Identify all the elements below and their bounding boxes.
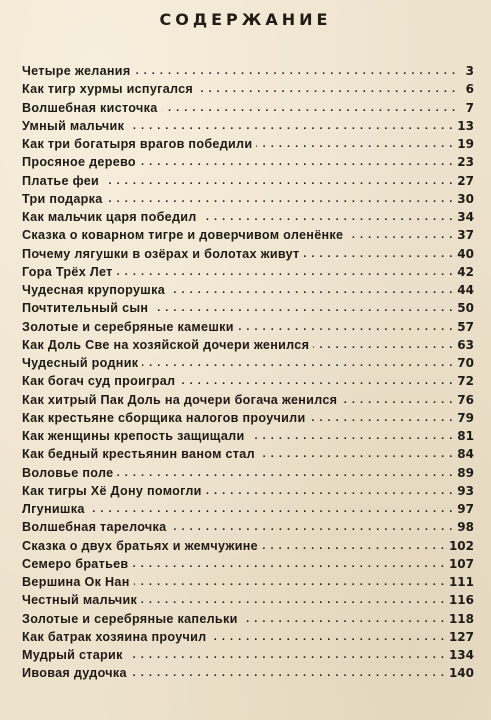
dot-leader: [132, 558, 444, 568]
toc-entry: [22, 666, 474, 684]
dot-leader: [262, 540, 445, 550]
toc-entry-page-number: 72: [457, 374, 474, 389]
toc-entry-title: Сказка о коварном тигре и доверчивом оленёнке: [22, 228, 344, 243]
toc-entry-page-number: 134: [448, 648, 474, 662]
dot-leader: [117, 266, 454, 276]
toc-entry-page-number: 37: [457, 228, 474, 243]
toc-entry: [22, 210, 474, 228]
toc-entry-title: Золотые и серебряные камешки: [22, 319, 234, 334]
toc-entry-page-number: 89: [457, 465, 474, 480]
toc-entry: [22, 228, 474, 246]
toc-entry-title: Почему лягушки в озёрах и болотах живут: [22, 246, 300, 261]
toc-entry: [22, 119, 474, 137]
toc-entry-title: Волшебная тарелочка: [22, 520, 167, 535]
dot-leader: [142, 357, 453, 367]
toc-entry-title: Четыре желания: [22, 64, 131, 78]
toc-entry: [22, 374, 474, 392]
dot-leader: [89, 503, 454, 513]
dot-leader: [103, 175, 453, 185]
dot-leader: [162, 102, 457, 112]
toc-entry: [22, 356, 474, 374]
toc-entry-title: Вершина Ок Нан: [22, 575, 130, 589]
toc-entry: [22, 393, 474, 411]
toc-entry: [22, 320, 474, 338]
toc-entry-title: Как женщины крепость защищали: [22, 429, 245, 443]
toc-entry-page-number: 107: [448, 556, 474, 571]
toc-entry-page-number: 3: [465, 64, 474, 78]
toc-entry: [22, 502, 474, 520]
toc-entry-title: Как богач суд проиграл: [22, 374, 176, 389]
toc-entry: [22, 466, 474, 484]
dot-leader: [131, 667, 445, 677]
toc-entry: [22, 575, 474, 593]
toc-entry-page-number: 93: [457, 483, 474, 498]
toc-entry-page-number: 23: [457, 155, 474, 170]
toc-entry: [22, 283, 474, 301]
toc-entry: [22, 539, 474, 557]
dot-leader: [347, 229, 453, 239]
toc-entry-page-number: 42: [457, 264, 474, 279]
toc-entry-title: Как Доль Све на хозяйской дочери женился: [22, 337, 310, 352]
toc-entry-title: Гора Трёх Лет: [22, 264, 113, 279]
toc-entry-page-number: 118: [448, 611, 474, 626]
dot-leader: [259, 448, 453, 458]
toc-entry-title: Три подарка: [22, 191, 103, 206]
toc-entry-page-number: 70: [457, 356, 474, 370]
dot-leader: [179, 375, 453, 385]
toc-entry-title: Воловье поле: [22, 465, 114, 480]
toc-entry-title: Просяное дерево: [22, 155, 136, 170]
dot-leader: [169, 284, 453, 294]
toc-entry-page-number: 19: [457, 137, 474, 151]
toc-entry: [22, 429, 474, 447]
toc-entry-page-number: 27: [457, 173, 474, 188]
toc-entry-page-number: 30: [457, 191, 474, 206]
toc-entry-title: Семеро братьев: [22, 556, 129, 571]
dot-leader: [117, 467, 453, 477]
toc-entry: [22, 137, 474, 155]
toc-entry: [22, 338, 474, 356]
toc-entry-page-number: 127: [448, 629, 474, 644]
dot-leader: [141, 594, 445, 604]
toc-entry-title: Честный мальчик: [22, 593, 138, 608]
toc-entry: [22, 101, 474, 119]
dot-leader: [256, 138, 453, 148]
toc-entry: [22, 301, 474, 319]
toc-entry-title: Как хитрый Пак Доль на дочери богача женился: [22, 392, 338, 407]
toc-entry-title: Как тигры Хё Дону помогли: [22, 483, 202, 498]
toc-entry-page-number: 57: [457, 319, 474, 334]
toc-entry: [22, 612, 474, 630]
toc-entry-title: Платье феи: [22, 173, 100, 188]
dot-leader: [249, 430, 454, 440]
toc-entry-title: Волшебная кисточка: [22, 100, 158, 115]
toc-entry: [22, 648, 474, 666]
toc-entry-page-number: 40: [457, 246, 474, 261]
toc-entry-title: Умный мальчик: [22, 118, 125, 133]
toc-entry-title: Лгунишка: [22, 502, 85, 516]
table-of-contents: [22, 64, 474, 685]
dot-leader: [242, 613, 445, 623]
toc-entry-title: Как тигр хурмы испугался: [22, 82, 194, 97]
toc-entry: [22, 82, 474, 100]
toc-entry: [22, 155, 474, 173]
toc-entry-title: Как крестьяне сборщика налогов проучили: [22, 410, 306, 425]
toc-entry-page-number: 13: [457, 118, 474, 133]
toc-entry-page-number: 76: [457, 392, 474, 407]
toc-entry-title: Ивовая дудочка: [22, 666, 127, 681]
toc-entry-page-number: 84: [457, 447, 474, 462]
toc-entry-title: Золотые и серебряные капельки: [22, 611, 238, 626]
dot-leader: [341, 394, 453, 404]
toc-entry: [22, 520, 474, 538]
dot-leader: [170, 521, 453, 531]
dot-leader: [238, 321, 454, 331]
toc-entry-page-number: 63: [457, 337, 474, 352]
toc-entry-title: Как бедный крестьянин ваном стал: [22, 447, 255, 462]
toc-entry-page-number: 140: [448, 666, 474, 681]
toc-entry: [22, 411, 474, 429]
toc-entry-title: Почтительный сын: [22, 301, 149, 316]
dot-leader: [127, 649, 445, 659]
toc-entry: [22, 593, 474, 611]
toc-entry-page-number: 111: [448, 575, 474, 589]
toc-entry: [22, 192, 474, 210]
toc-entry-title: Как три богатыря врагов победили: [22, 137, 253, 151]
toc-entry-title: Сказка о двух братьях и жемчужине: [22, 538, 258, 553]
toc-entry-page-number: 97: [457, 502, 474, 516]
toc-entry-title: Как батрак хозяина проучил: [22, 629, 207, 644]
toc-entry-page-number: 98: [457, 520, 474, 535]
toc-entry-page-number: 81: [457, 429, 474, 443]
toc-entry-page-number: 34: [457, 210, 474, 224]
dot-leader: [210, 631, 444, 641]
dot-leader: [152, 302, 453, 312]
toc-entry-page-number: 79: [457, 410, 474, 425]
page-title: СОДЕРЖАНИЕ: [159, 10, 332, 29]
toc-entry-title: Как мальчик царя победил: [22, 210, 197, 224]
dot-leader: [128, 120, 453, 130]
dot-leader: [107, 193, 454, 203]
dot-leader: [201, 211, 454, 221]
toc-entry: [22, 265, 474, 283]
toc-entry-page-number: 50: [457, 301, 474, 316]
dot-leader: [304, 248, 454, 258]
dot-leader: [310, 412, 454, 422]
dot-leader: [313, 339, 453, 349]
toc-entry-title: Чудесный родник: [22, 356, 139, 370]
toc-entry: [22, 557, 474, 575]
toc-entry: [22, 247, 474, 265]
dot-leader: [140, 156, 453, 166]
toc-entry-page-number: 44: [457, 283, 474, 297]
dot-leader: [134, 65, 456, 75]
toc-entry-page-number: 102: [448, 538, 474, 553]
toc-entry: [22, 174, 474, 192]
toc-entry: [22, 447, 474, 465]
dot-leader: [134, 576, 445, 586]
dot-leader: [206, 485, 454, 495]
toc-entry-page-number: 7: [465, 100, 474, 115]
toc-entry-title: Мудрый старик: [22, 648, 123, 662]
toc-entry-page-number: 6: [465, 82, 474, 97]
toc-entry: [22, 484, 474, 502]
toc-entry: [22, 630, 474, 648]
toc-entry-title: Чудесная крупорушка: [22, 283, 166, 297]
toc-entry: [22, 64, 474, 82]
dot-leader: [197, 83, 456, 93]
toc-entry-page-number: 116: [448, 593, 474, 608]
